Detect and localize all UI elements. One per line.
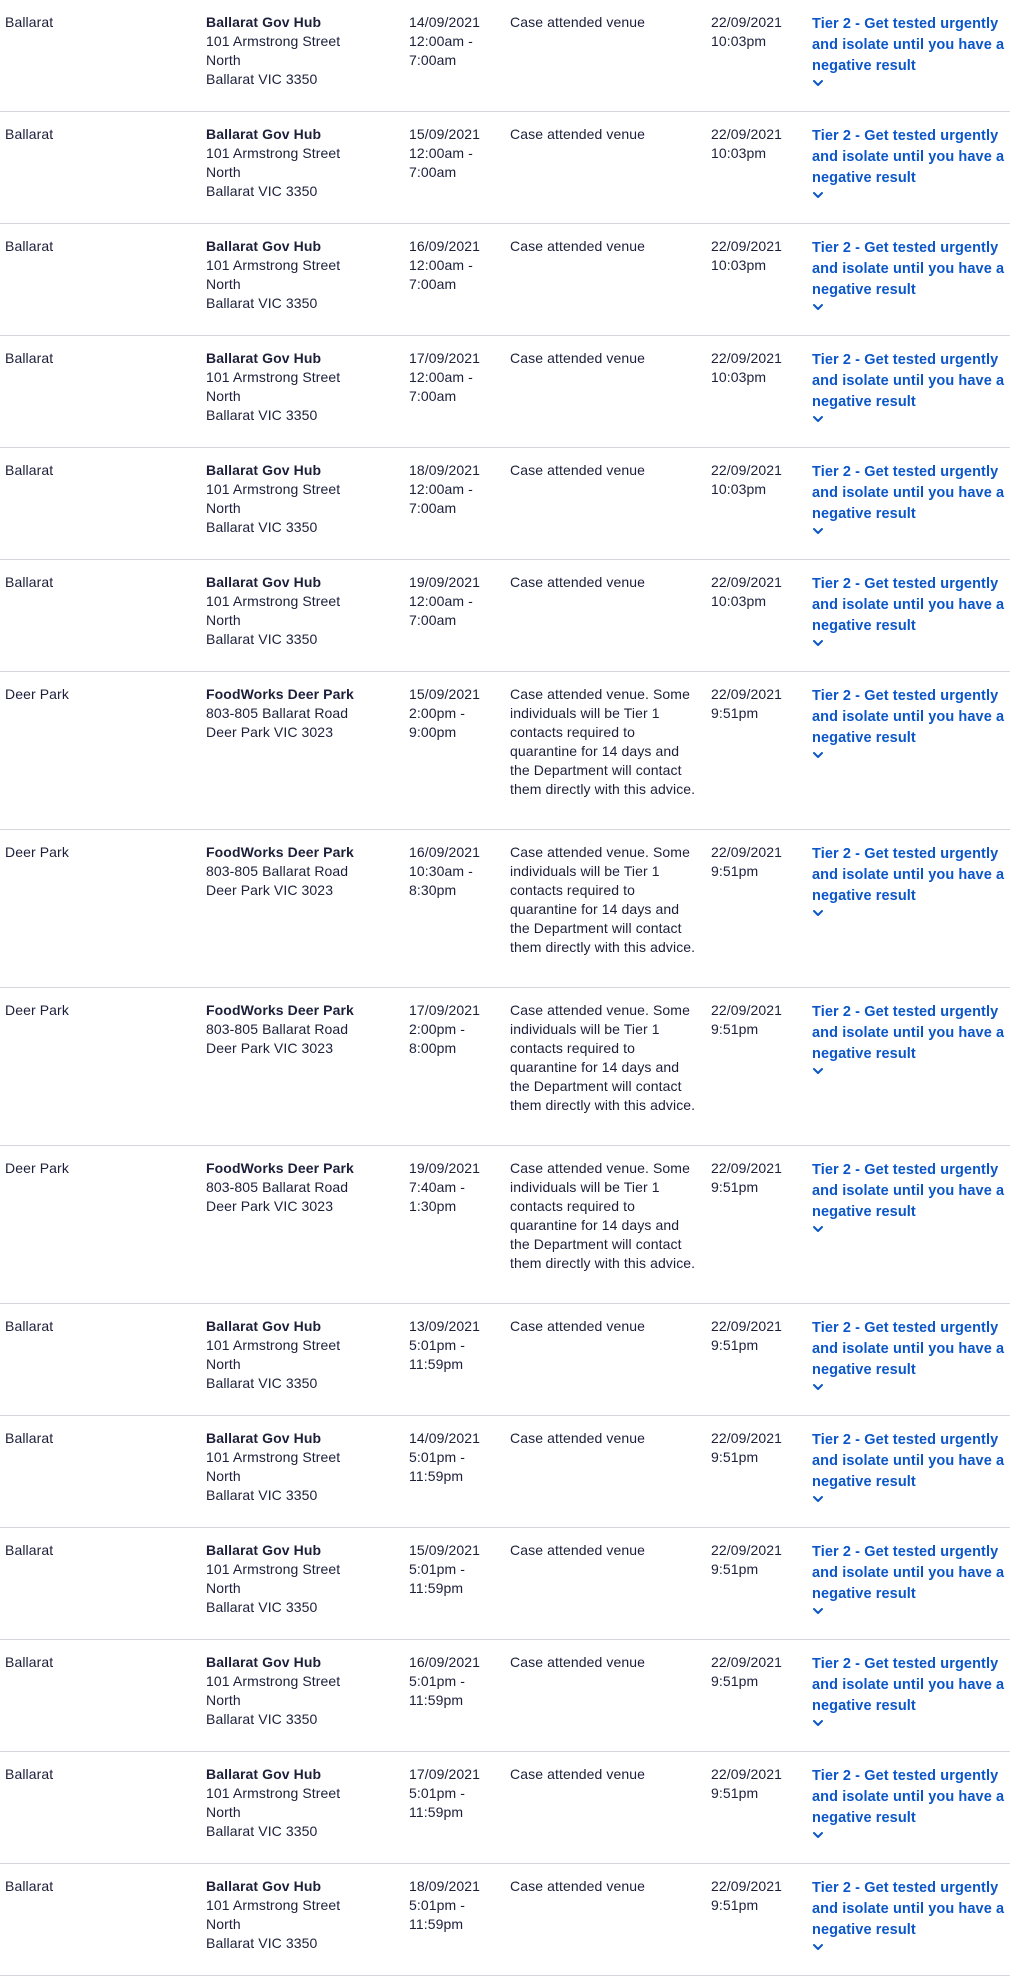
site-cell <box>206 685 396 742</box>
suburb-cell: Ballarat <box>5 126 54 142</box>
exposure-period-cell: 16/09/2021 10:30am - 8:30pm <box>409 844 481 898</box>
site-name: FoodWorks Deer Park <box>206 1160 354 1176</box>
chevron-down-icon[interactable] <box>812 414 826 426</box>
site-cell <box>206 1001 396 1058</box>
date-added-cell: 22/09/2021 10:03pm <box>711 14 783 49</box>
suburb-cell: Ballarat <box>5 1542 54 1558</box>
site-name: Ballarat Gov Hub <box>206 462 322 478</box>
exposure-period-cell: 14/09/2021 12:00am - 7:00am <box>409 14 481 68</box>
site-address: 101 Armstrong Street North Ballarat VIC 3350 <box>206 145 341 199</box>
exposure-period-cell: 19/09/2021 7:40am - 1:30pm <box>409 1160 481 1214</box>
table-row <box>0 1304 1010 1416</box>
table-row <box>0 1416 1010 1528</box>
date-added-cell: 22/09/2021 9:51pm <box>711 1002 783 1037</box>
date-added-cell: 22/09/2021 9:51pm <box>711 1430 783 1465</box>
exposure-period-cell: 15/09/2021 12:00am - 7:00am <box>409 126 481 180</box>
health-advice-label[interactable]: Tier 2 - Get tested urgently and isolate until you have a negative result <box>812 1432 1005 1490</box>
site-name: Ballarat Gov Hub <box>206 14 322 30</box>
suburb-cell: Ballarat <box>5 1766 54 1782</box>
site-address: 101 Armstrong Street North Ballarat VIC 3350 <box>206 257 341 311</box>
exposure-period-cell: 15/09/2021 5:01pm - 11:59pm <box>409 1542 481 1596</box>
table-row <box>0 0 1010 112</box>
health-advice-label[interactable]: Tier 2 - Get tested urgently and isolate until you have a negative result <box>812 240 1005 298</box>
notes-cell: Case attended venue <box>510 1878 646 1894</box>
site-name: Ballarat Gov Hub <box>206 574 322 590</box>
suburb-cell: Ballarat <box>5 1430 54 1446</box>
exposure-period-cell: 18/09/2021 12:00am - 7:00am <box>409 462 481 516</box>
exposure-period-cell: 17/09/2021 2:00pm - 8:00pm <box>409 1002 481 1056</box>
health-advice-label[interactable]: Tier 2 - Get tested urgently and isolate until you have a negative result <box>812 1544 1005 1602</box>
site-address: 803-805 Ballarat Road Deer Park VIC 3023 <box>206 705 349 740</box>
chevron-down-icon[interactable] <box>812 750 826 762</box>
health-advice-toggle[interactable] <box>812 844 1010 920</box>
table-row <box>0 112 1010 224</box>
health-advice-label[interactable]: Tier 2 - Get tested urgently and isolate until you have a negative result <box>812 1656 1005 1714</box>
site-cell <box>206 125 396 201</box>
date-added-cell: 22/09/2021 10:03pm <box>711 238 783 273</box>
exposure-period-cell: 17/09/2021 12:00am - 7:00am <box>409 350 481 404</box>
health-advice-toggle[interactable] <box>812 1654 1010 1730</box>
site-cell <box>206 1429 396 1505</box>
health-advice-label[interactable]: Tier 2 - Get tested urgently and isolate until you have a negative result <box>812 1004 1005 1062</box>
chevron-down-icon[interactable] <box>812 1382 826 1394</box>
chevron-down-icon[interactable] <box>812 526 826 538</box>
health-advice-label[interactable]: Tier 2 - Get tested urgently and isolate until you have a negative result <box>812 1320 1005 1378</box>
site-address: 101 Armstrong Street North Ballarat VIC 3350 <box>206 1673 341 1727</box>
site-name: FoodWorks Deer Park <box>206 686 354 702</box>
health-advice-toggle[interactable] <box>812 1160 1010 1236</box>
health-advice-toggle[interactable] <box>812 1002 1010 1078</box>
health-advice-toggle[interactable] <box>812 1542 1010 1618</box>
site-name: Ballarat Gov Hub <box>206 1878 322 1894</box>
health-advice-label[interactable]: Tier 2 - Get tested urgently and isolate until you have a negative result <box>812 464 1005 522</box>
site-cell <box>206 13 396 89</box>
suburb-cell: Ballarat <box>5 350 54 366</box>
site-name: FoodWorks Deer Park <box>206 1002 354 1018</box>
notes-cell: Case attended venue. Some individuals will be Tier 1 contacts required to quarantine for 14 days and the Department will contact them directly with this advice. <box>510 1002 696 1113</box>
site-name: Ballarat Gov Hub <box>206 1654 322 1670</box>
table-row <box>0 224 1010 336</box>
exposure-period-cell: 18/09/2021 5:01pm - 11:59pm <box>409 1878 481 1932</box>
exposure-period-cell: 16/09/2021 12:00am - 7:00am <box>409 238 481 292</box>
exposure-period-cell: 16/09/2021 5:01pm - 11:59pm <box>409 1654 481 1708</box>
notes-cell: Case attended venue <box>510 126 646 142</box>
table-row <box>0 988 1010 1146</box>
notes-cell: Case attended venue <box>510 1430 646 1446</box>
suburb-cell: Ballarat <box>5 462 54 478</box>
health-advice-label[interactable]: Tier 2 - Get tested urgently and isolate until you have a negative result <box>812 352 1005 410</box>
exposure-period-cell: 14/09/2021 5:01pm - 11:59pm <box>409 1430 481 1484</box>
site-address: 101 Armstrong Street North Ballarat VIC 3350 <box>206 369 341 423</box>
date-added-cell: 22/09/2021 10:03pm <box>711 462 783 497</box>
date-added-cell: 22/09/2021 9:51pm <box>711 1160 783 1195</box>
chevron-down-icon[interactable] <box>812 190 826 202</box>
health-advice-toggle[interactable] <box>812 574 1010 650</box>
date-added-cell: 22/09/2021 9:51pm <box>711 1878 783 1913</box>
table-row <box>0 560 1010 672</box>
site-address: 101 Armstrong Street North Ballarat VIC 3350 <box>206 1449 341 1503</box>
site-address: 101 Armstrong Street North Ballarat VIC 3350 <box>206 33 341 87</box>
notes-cell: Case attended venue. Some individuals will be Tier 1 contacts required to quarantine for 14 days and the Department will contact them directly with this advice. <box>510 1160 696 1271</box>
health-advice-label[interactable]: Tier 2 - Get tested urgently and isolate until you have a negative result <box>812 16 1005 74</box>
health-advice-toggle[interactable] <box>812 462 1010 538</box>
date-added-cell: 22/09/2021 9:51pm <box>711 844 783 879</box>
table-row <box>0 1752 1010 1864</box>
notes-cell: Case attended venue. Some individuals will be Tier 1 contacts required to quarantine for 14 days and the Department will contact them directly with this advice. <box>510 844 696 955</box>
site-cell <box>206 1653 396 1729</box>
health-advice-toggle[interactable] <box>812 1766 1010 1842</box>
health-advice-toggle[interactable] <box>812 238 1010 314</box>
notes-cell: Case attended venue <box>510 1654 646 1670</box>
notes-cell: Case attended venue. Some individuals will be Tier 1 contacts required to quarantine for 14 days and the Department will contact them directly with this advice. <box>510 686 696 797</box>
exposure-period-cell: 17/09/2021 5:01pm - 11:59pm <box>409 1766 481 1820</box>
site-address: 101 Armstrong Street North Ballarat VIC 3350 <box>206 1785 341 1839</box>
chevron-down-icon[interactable] <box>812 1066 826 1078</box>
site-address: 101 Armstrong Street North Ballarat VIC 3350 <box>206 1561 341 1615</box>
health-advice-toggle[interactable] <box>812 126 1010 202</box>
notes-cell: Case attended venue <box>510 462 646 478</box>
site-cell <box>206 1877 396 1953</box>
site-cell <box>206 843 396 900</box>
suburb-cell: Ballarat <box>5 574 54 590</box>
date-added-cell: 22/09/2021 10:03pm <box>711 350 783 385</box>
table-row <box>0 448 1010 560</box>
health-advice-label[interactable]: Tier 2 - Get tested urgently and isolate until you have a negative result <box>812 1768 1005 1826</box>
site-address: 101 Armstrong Street North Ballarat VIC 3350 <box>206 593 341 647</box>
site-cell <box>206 1317 396 1393</box>
table-row <box>0 1528 1010 1640</box>
notes-cell: Case attended venue <box>510 574 646 590</box>
date-added-cell: 22/09/2021 9:51pm <box>711 1542 783 1577</box>
health-advice-label[interactable]: Tier 2 - Get tested urgently and isolate until you have a negative result <box>812 688 1005 746</box>
suburb-cell: Deer Park <box>5 1002 69 1018</box>
site-cell <box>206 237 396 313</box>
health-advice-toggle[interactable] <box>812 14 1010 90</box>
exposure-period-cell: 15/09/2021 2:00pm - 9:00pm <box>409 686 481 740</box>
notes-cell: Case attended venue <box>510 1318 646 1334</box>
site-name: Ballarat Gov Hub <box>206 238 322 254</box>
table-row <box>0 830 1010 988</box>
exposure-period-cell: 13/09/2021 5:01pm - 11:59pm <box>409 1318 481 1372</box>
site-cell <box>206 573 396 649</box>
site-cell <box>206 1541 396 1617</box>
exposure-period-cell: 19/09/2021 12:00am - 7:00am <box>409 574 481 628</box>
health-advice-toggle[interactable] <box>812 350 1010 426</box>
chevron-down-icon[interactable] <box>812 1224 826 1236</box>
notes-cell: Case attended venue <box>510 1542 646 1558</box>
chevron-down-icon[interactable] <box>812 1494 826 1506</box>
chevron-down-icon[interactable] <box>812 1942 826 1954</box>
chevron-down-icon[interactable] <box>812 908 826 920</box>
health-advice-toggle[interactable] <box>812 1878 1010 1954</box>
health-advice-toggle[interactable] <box>812 1430 1010 1506</box>
site-address: 803-805 Ballarat Road Deer Park VIC 3023 <box>206 1021 349 1056</box>
health-advice-label[interactable]: Tier 2 - Get tested urgently and isolate until you have a negative result <box>812 1162 1005 1220</box>
notes-cell: Case attended venue <box>510 238 646 254</box>
suburb-cell: Deer Park <box>5 686 69 702</box>
suburb-cell: Ballarat <box>5 1878 54 1894</box>
chevron-down-icon[interactable] <box>812 1830 826 1842</box>
suburb-cell: Deer Park <box>5 844 69 860</box>
date-added-cell: 22/09/2021 10:03pm <box>711 574 783 609</box>
site-name: Ballarat Gov Hub <box>206 126 322 142</box>
table-row <box>0 1864 1010 1976</box>
suburb-cell: Ballarat <box>5 1318 54 1334</box>
site-address: 803-805 Ballarat Road Deer Park VIC 3023 <box>206 863 349 898</box>
site-address: 101 Armstrong Street North Ballarat VIC 3350 <box>206 481 341 535</box>
health-advice-toggle[interactable] <box>812 686 1010 762</box>
chevron-down-icon[interactable] <box>812 638 826 650</box>
suburb-cell: Ballarat <box>5 238 54 254</box>
site-cell <box>206 461 396 537</box>
site-name: Ballarat Gov Hub <box>206 1318 322 1334</box>
table-row <box>0 1146 1010 1304</box>
table-row <box>0 672 1010 830</box>
notes-cell: Case attended venue <box>510 14 646 30</box>
site-name: Ballarat Gov Hub <box>206 1430 322 1446</box>
health-advice-toggle[interactable] <box>812 1318 1010 1394</box>
health-advice-label[interactable]: Tier 2 - Get tested urgently and isolate until you have a negative result <box>812 576 1005 634</box>
date-added-cell: 22/09/2021 9:51pm <box>711 1766 783 1801</box>
site-address: 101 Armstrong Street North Ballarat VIC 3350 <box>206 1337 341 1391</box>
suburb-cell: Deer Park <box>5 1160 69 1176</box>
site-cell <box>206 349 396 425</box>
date-added-cell: 22/09/2021 9:51pm <box>711 1318 783 1353</box>
chevron-down-icon[interactable] <box>812 1606 826 1618</box>
site-cell <box>206 1159 396 1216</box>
date-added-cell: 22/09/2021 9:51pm <box>711 686 783 721</box>
date-added-cell: 22/09/2021 10:03pm <box>711 126 783 161</box>
site-name: Ballarat Gov Hub <box>206 1766 322 1782</box>
table-row <box>0 336 1010 448</box>
site-address: 803-805 Ballarat Road Deer Park VIC 3023 <box>206 1179 349 1214</box>
site-name: Ballarat Gov Hub <box>206 1542 322 1558</box>
chevron-down-icon[interactable] <box>812 1718 826 1730</box>
health-advice-label[interactable]: Tier 2 - Get tested urgently and isolate until you have a negative result <box>812 1880 1005 1938</box>
notes-cell: Case attended venue <box>510 1766 646 1782</box>
chevron-down-icon[interactable] <box>812 302 826 314</box>
site-address: 101 Armstrong Street North Ballarat VIC 3350 <box>206 1897 341 1951</box>
notes-cell: Case attended venue <box>510 350 646 366</box>
health-advice-label[interactable]: Tier 2 - Get tested urgently and isolate until you have a negative result <box>812 846 1005 904</box>
suburb-cell: Ballarat <box>5 14 54 30</box>
site-name: Ballarat Gov Hub <box>206 350 322 366</box>
date-added-cell: 22/09/2021 9:51pm <box>711 1654 783 1689</box>
table-row <box>0 1640 1010 1752</box>
site-name: FoodWorks Deer Park <box>206 844 354 860</box>
site-cell <box>206 1765 396 1841</box>
chevron-down-icon[interactable] <box>812 78 826 90</box>
health-advice-label[interactable]: Tier 2 - Get tested urgently and isolate until you have a negative result <box>812 128 1005 186</box>
suburb-cell: Ballarat <box>5 1654 54 1670</box>
